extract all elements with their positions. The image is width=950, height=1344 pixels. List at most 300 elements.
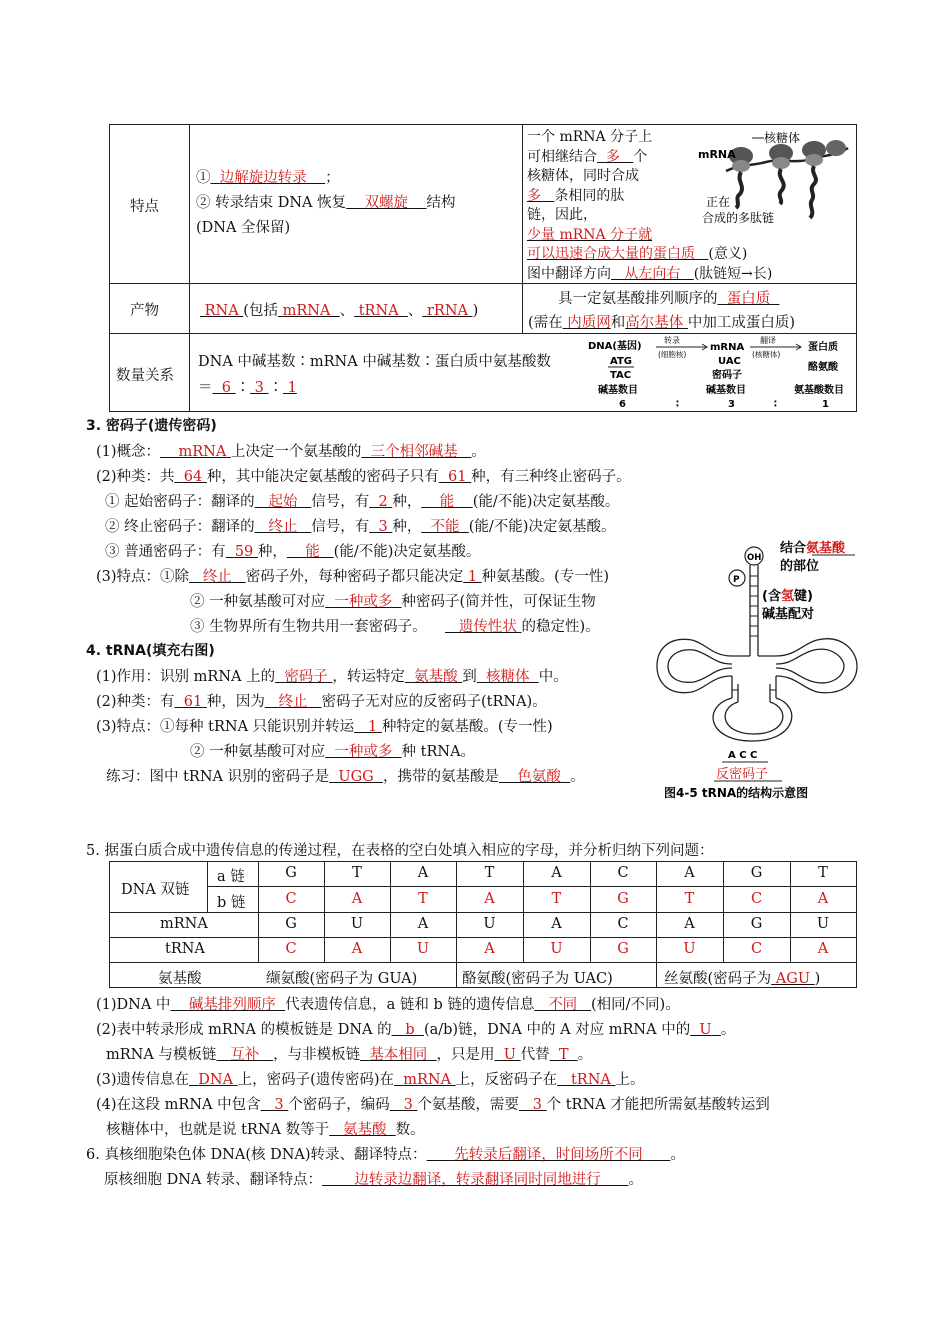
seq-cell-trna: A [351, 941, 363, 957]
text: 和 [610, 315, 626, 331]
text: 的稳定性)。 [521, 619, 600, 635]
sec3-line5 [105, 540, 480, 561]
text: 键) [793, 589, 813, 604]
answer-blank [690, 1022, 721, 1038]
text: 中。 [538, 669, 568, 685]
text: 个 tRNA 才能把所需氨基酸转运到 [546, 1097, 770, 1113]
seq-cell-a-chain: A [684, 865, 695, 881]
trna-label: tRNA [165, 941, 205, 957]
answer-blank [354, 719, 382, 735]
trna-cloverleaf [657, 565, 857, 741]
sec3-line8 [190, 615, 600, 636]
answer: 碱基排列顺序 [188, 997, 276, 1013]
ribosome-small [805, 154, 823, 166]
answer: 3 [532, 1097, 542, 1113]
answer: 基本相同 [369, 1047, 428, 1063]
answer: 高尔基体 [625, 315, 684, 331]
seq-cell-b-chain: C [285, 891, 297, 907]
fig-n1: 6 [619, 399, 626, 410]
answer-blank [287, 544, 334, 560]
text: (1)概念： [96, 444, 161, 460]
answer: 氨基酸 [342, 1122, 387, 1138]
text: 个密码子，编码 [288, 1097, 390, 1113]
answer: 从左向右 [624, 265, 681, 282]
text: 数。 [395, 1122, 425, 1138]
text: (3)遗传信息在 [96, 1072, 190, 1088]
text: 中加工成蛋白质) [687, 315, 796, 331]
seq-cell-b-chain: T [551, 891, 562, 907]
text: ② 一种氨基酸可对应 [190, 594, 326, 610]
aa-cell-3 [664, 967, 820, 988]
text: 。 [577, 1047, 593, 1063]
answer-blank [771, 971, 815, 987]
answer: 氨基酸 [806, 541, 846, 556]
answer-blank [427, 1147, 671, 1163]
answer: AGU [775, 971, 811, 987]
text: 上，反密码子在 [455, 1072, 558, 1088]
answer: tRNA [358, 303, 399, 319]
answer-blank [275, 669, 332, 685]
text: 。 [670, 1147, 685, 1163]
seq-cell-a-chain: T [484, 865, 495, 881]
sec4-line2 [96, 690, 547, 711]
seq-cell-trna: G [617, 941, 629, 957]
answer: 终止 [202, 569, 232, 585]
answer: 3 [403, 1097, 413, 1113]
seq-cell-trna: C [285, 941, 297, 957]
text: 信号，有 [311, 494, 370, 510]
answer: 核糖体 [485, 669, 530, 685]
text-line [527, 265, 772, 285]
text: ； [325, 170, 340, 186]
text: (1)作用：识别 mRNA 上的 [96, 669, 276, 685]
answer-blank [625, 315, 688, 331]
answer-blank [439, 469, 471, 485]
sec5-q2 [96, 1018, 735, 1039]
row-line [109, 912, 857, 913]
answer: 1 [287, 380, 297, 396]
seq-cell-a-chain: T [352, 865, 362, 881]
sec3-title: 3. 密码子(遗传密码) [86, 418, 217, 434]
text: (含 [762, 589, 781, 604]
answer-blank [283, 380, 297, 396]
answer-blank [534, 997, 591, 1013]
text: (2)表中转录形成 mRNA 的模板链是 DNA 的 [96, 1022, 392, 1038]
answer: 2 [378, 494, 388, 510]
fig-count-3: 氨基酸数目 [794, 385, 844, 396]
row2-col1 [200, 299, 478, 320]
answer: b [405, 1022, 415, 1038]
text: 原核细胞 DNA 转录、翻译特点： [104, 1172, 323, 1188]
text: (1)DNA 中 [96, 997, 171, 1013]
sec5-q4-cont [106, 1118, 425, 1139]
polypeptide [810, 166, 816, 218]
answer-blank [392, 1022, 424, 1038]
answer-blank [718, 291, 780, 307]
sec3-line3 [105, 490, 619, 511]
fig-colon-1: ∶ [676, 399, 679, 410]
seq-cell-b-chain: A [484, 891, 495, 907]
answer: 一种或多 [334, 594, 393, 610]
answer: 边解旋边转录 [219, 170, 307, 186]
answer-blank [255, 494, 312, 510]
answer: 起始 [268, 494, 298, 510]
answer: tRNA [570, 1072, 611, 1088]
answer-blank [255, 519, 312, 535]
fig-tac: TAC [610, 370, 632, 381]
text: (相同/不同)。 [591, 997, 680, 1013]
seq-cell-trna: U [550, 941, 563, 957]
seq-cell-mrna: G [750, 916, 763, 932]
acceptor-stem [750, 565, 758, 656]
answer: UGG [338, 769, 374, 785]
sec5-q3 [96, 1068, 645, 1089]
bind-label-2: 的部位 [780, 559, 820, 574]
seq-cell-a-chain: C [617, 865, 629, 881]
seq-cell-b-chain: A [817, 891, 829, 907]
seq-cell-a-chain: T [818, 865, 828, 881]
answer-blank [325, 744, 401, 760]
answer: 1 [467, 569, 478, 585]
answer: 不能 [430, 519, 460, 535]
text: ① [196, 170, 211, 186]
text-line [527, 245, 772, 265]
seq-cell-mrna: U [816, 916, 830, 932]
t-arm [758, 639, 857, 693]
text: (3)特点：①除 [96, 569, 190, 585]
text: 种氨基酸。(专一性) [481, 569, 609, 585]
seq-cell-a-chain: A [417, 865, 429, 881]
figure-caption: 图4-5 tRNA的结构示意图 [664, 786, 809, 800]
fig-colon-2: ∶ [774, 399, 777, 410]
text: ，与非模板链 [273, 1047, 361, 1063]
text: (包括 [243, 303, 278, 319]
text: 代替 [520, 1047, 550, 1063]
text: 上决定一个氨基酸的 [230, 444, 362, 460]
text: 核糖体中，也就是说 tRNA 数等于 [106, 1122, 330, 1138]
row3-line2 [198, 376, 297, 397]
pair-label: 碱基配对 [762, 607, 815, 622]
answer: T [558, 1047, 569, 1063]
text: 条相同的肽 [554, 187, 625, 204]
answer-blank [369, 494, 392, 510]
seq-cell-trna: U [683, 941, 696, 957]
fig-uac: UAC [718, 356, 741, 367]
seq-cell-b-chain: A [351, 891, 363, 907]
answer-blank [160, 444, 231, 460]
text: (能/不能)决定氨基酸。 [468, 519, 616, 535]
text: 图中翻译方向 [527, 265, 611, 282]
dna-label: DNA 双链 [121, 882, 190, 898]
anticodon-label: 反密码子 [716, 767, 769, 782]
text: 信号，有 [311, 519, 370, 535]
seq-cell-a-chain: G [750, 865, 763, 881]
text: (需在 [528, 315, 563, 331]
mrna-label: mRNA [160, 916, 208, 932]
text: 种特定的氨基酸。(专一性) [381, 719, 553, 735]
answer: 3 [254, 380, 264, 396]
aa-cell-1: 缬氨酸(密码子为 GUA) [266, 971, 418, 987]
ribosome-label: 核糖体 [764, 131, 801, 145]
fig-atg: ATG [610, 356, 632, 367]
answer-blank [527, 246, 708, 262]
fig-count-2: 碱基数目 [706, 385, 746, 396]
row2-col2-line1 [558, 287, 779, 308]
answer: 密码子 [284, 669, 328, 685]
answer-blank [189, 1072, 238, 1088]
text: ∶ [235, 380, 251, 396]
acc-label: A C C [728, 750, 758, 761]
d-arm [657, 639, 750, 692]
seq-cell-b-chain: G [617, 891, 629, 907]
row-line [109, 937, 857, 938]
row1-col1-line3: (DNA 全保留) [196, 220, 291, 236]
anticodon-loop-inner [725, 702, 783, 734]
a-chain-label: a 链 [217, 869, 245, 885]
answer: 61 [448, 469, 467, 485]
text: ① 起始密码子：翻译的 [105, 494, 255, 510]
answer: 1 [368, 719, 378, 735]
text: 种，因为 [206, 694, 265, 710]
p-label: P [733, 575, 740, 585]
answer-blank [550, 1047, 578, 1063]
sec3-line7 [190, 590, 596, 611]
text: 5. 据蛋白质合成中遗传信息的传递过程，在表格的空白处填入相应的字母，并分析归纳下列问题： [86, 843, 714, 859]
answer: DNA [198, 1072, 234, 1088]
sec3-line2 [96, 465, 631, 486]
answer: rRNA [426, 303, 468, 319]
text: 密码子无对应的反密码子(tRNA)。 [321, 694, 547, 710]
table1-row-divider-2 [109, 333, 857, 334]
sec4-line5 [106, 765, 585, 786]
answer: 3 [274, 1097, 284, 1113]
sec4-line3 [96, 715, 553, 736]
answer-blank [422, 303, 472, 319]
answer-blank [170, 997, 285, 1013]
answer-blank [329, 769, 383, 785]
fig-transcription: 转录 [664, 336, 680, 345]
sec6-line2 [104, 1168, 643, 1189]
text: 可相继结合 [527, 148, 597, 165]
text: 个氨基酸，需要 [417, 1097, 519, 1113]
answer: 终止 [278, 694, 308, 710]
text: 、 [407, 303, 423, 319]
answer: 色氨酸 [517, 769, 561, 785]
text: 。 [570, 769, 585, 785]
sec3-line4 [105, 515, 615, 536]
forming-label-2: 合成的多肽链 [702, 211, 775, 225]
text: 密码子外，每种密码子都只能决定 [245, 569, 464, 585]
answer-blank [189, 569, 246, 585]
hbond-label [762, 588, 813, 604]
text: ，转运特定 [332, 669, 405, 685]
aa-label: 氨基酸 [158, 971, 202, 987]
text: ，携带的氨基酸是 [382, 769, 499, 785]
answer-blank [611, 266, 694, 282]
sec3-line1 [96, 440, 486, 461]
answer: mRNA [282, 303, 331, 319]
answer: 先转录后翻译，时间场所不同 [454, 1147, 643, 1163]
answer-blank [200, 303, 243, 319]
answer: 6 [221, 380, 231, 396]
answer: 内质网 [567, 315, 611, 331]
mrna-label: mRNA [698, 148, 736, 161]
text: 、 [339, 303, 355, 319]
answer-blank [216, 1047, 273, 1063]
seq-cell-mrna: C [617, 916, 629, 932]
fig-ribosome: (核糖体) [752, 350, 781, 359]
seq-cell-mrna: G [285, 916, 297, 932]
fig-count-1: 碱基数目 [598, 385, 638, 396]
answer-blank [495, 1047, 521, 1063]
row-line [207, 886, 857, 887]
answer: 多 [605, 148, 620, 165]
polypeptide [780, 169, 784, 204]
text: 种 tRNA。 [401, 744, 476, 760]
text: (a/b)链，DNA 中的 A 对应 mRNA 中的 [423, 1022, 691, 1038]
polysome-figure [696, 126, 854, 226]
text: (4)在这段 mRNA 中包含 [96, 1097, 261, 1113]
text: 种， [392, 519, 422, 535]
answer-blank [250, 380, 268, 396]
answer-blank [346, 195, 426, 211]
text: ) [814, 971, 821, 987]
text: (肽链短→长) [693, 265, 773, 282]
answer-blank [278, 303, 340, 319]
text: ，只是用 [436, 1047, 495, 1063]
aa-cell-2: 酪氨酸(密码子为 UAC) [462, 971, 613, 987]
answer-blank [361, 444, 471, 460]
table1-col-divider-2 [522, 124, 523, 334]
fig-protein: 蛋白质 [808, 342, 838, 353]
text: 链，因此， [527, 207, 597, 223]
oh-label: OH [747, 553, 762, 563]
answer: 3 [378, 519, 388, 535]
text: (3)特点：①每种 tRNA 只能识别并转运 [96, 719, 355, 735]
answer: 可以迅速合成大量的蛋白质 [527, 246, 695, 262]
answer-blank [226, 544, 258, 560]
answer-blank [557, 1072, 615, 1088]
trna-figure [652, 536, 868, 804]
text: 6. 真核细胞染色体 DNA(核 DNA)转录、翻译特点： [86, 1147, 427, 1163]
text: 代表遗传信息，a 链和 b 链的遗传信息 [285, 997, 535, 1013]
sec4-line1 [96, 665, 568, 686]
answer-blank [325, 594, 401, 610]
seq-cell-mrna: A [551, 916, 562, 932]
answer: 不同 [548, 997, 578, 1013]
text: 。 [628, 1172, 643, 1188]
answer: mRNA [178, 444, 227, 460]
answer-blank [499, 769, 570, 785]
answer: 多 [527, 187, 541, 204]
polypeptide [736, 172, 742, 208]
text: 结构 [426, 195, 456, 211]
sec3-line6 [96, 565, 609, 586]
answer: 边转录边翻译，转录翻译同时同地进行 [354, 1172, 601, 1188]
answer: 氢 [780, 589, 794, 604]
seq-cell-b-chain: T [684, 891, 695, 907]
answer-blank [421, 494, 472, 510]
text: 上，密码子(遗传密码)在 [237, 1072, 394, 1088]
answer: 三个相邻碱基 [370, 444, 458, 460]
seq-cell-a-chain: A [551, 865, 562, 881]
text: 种， [392, 494, 422, 510]
text: (2)种类：共 [96, 469, 175, 485]
answer-blank [394, 1072, 456, 1088]
seq-cell-mrna: U [350, 916, 364, 932]
answer-blank [211, 170, 326, 186]
text: ＝ [198, 380, 213, 396]
answer: 终止 [268, 519, 298, 535]
answer: 蛋白质 [726, 291, 771, 307]
sec5-q1 [96, 993, 680, 1014]
seq-cell-trna: U [416, 941, 430, 957]
sec5-intro [86, 839, 713, 860]
bind-label-1 [780, 540, 846, 556]
answer-blank [445, 619, 521, 635]
seq-cell-mrna: U [483, 916, 496, 932]
text: 种，其中能决定氨基酸的密码子只有 [206, 469, 439, 485]
fig-n3: 1 [822, 399, 829, 410]
text: (能/不能)决定氨基酸。 [333, 544, 481, 560]
text: ② 终止密码子：翻译的 [105, 519, 255, 535]
text: ② 一种氨基酸可对应 [190, 744, 326, 760]
text: ③ 生物界所有生物共用一套密码子。 [190, 619, 427, 635]
row2-label: 产物 [130, 303, 159, 319]
text: 结合 [780, 541, 807, 556]
anticodon-stem [738, 684, 770, 702]
table1-col-divider [189, 124, 190, 412]
answer: U [699, 1022, 712, 1038]
answer: 少量 mRNA 分子就 [527, 226, 653, 243]
row3-label: 数量关系 [116, 368, 174, 384]
ribosome-large [826, 140, 846, 156]
seq-cell-mrna: A [684, 916, 695, 932]
answer-blank [175, 694, 207, 710]
answer-blank [597, 149, 633, 165]
fig-tyrosine: 酪氨酸 [808, 362, 838, 373]
text: 。 [720, 1022, 736, 1038]
answer-blank [329, 1122, 396, 1138]
answer: 双螺旋 [364, 195, 409, 211]
answer-blank [175, 469, 207, 485]
text: ③ 普通密码子：有 [105, 544, 226, 560]
text: (能/不能)决定氨基酸。 [472, 494, 620, 510]
answer-blank [322, 1172, 628, 1188]
col-line [207, 861, 208, 912]
fig-codon: 密码子 [712, 370, 742, 381]
text: 。 [471, 444, 486, 460]
seq-cell-b-chain: C [750, 891, 763, 907]
b-chain-label: b 链 [217, 895, 246, 911]
ribosome-small [732, 160, 750, 172]
row1-col1-line1 [196, 166, 340, 191]
row-line [109, 962, 857, 963]
text: 到 [462, 669, 477, 685]
fig-translation: 翻译 [760, 336, 776, 345]
sec4-title: 4. tRNA(填充右图) [86, 643, 215, 659]
forming-label-1: 正在 [706, 195, 731, 209]
seq-cell-mrna: A [417, 916, 429, 932]
answer-blank [519, 1097, 547, 1113]
row2-col2-line2 [528, 311, 795, 332]
answer-blank [213, 380, 236, 396]
sec4-line4 [190, 740, 475, 761]
seq-cell-trna: C [750, 941, 763, 957]
answer: RNA [204, 303, 239, 319]
answer-blank [265, 694, 322, 710]
answer-blank [463, 569, 481, 585]
